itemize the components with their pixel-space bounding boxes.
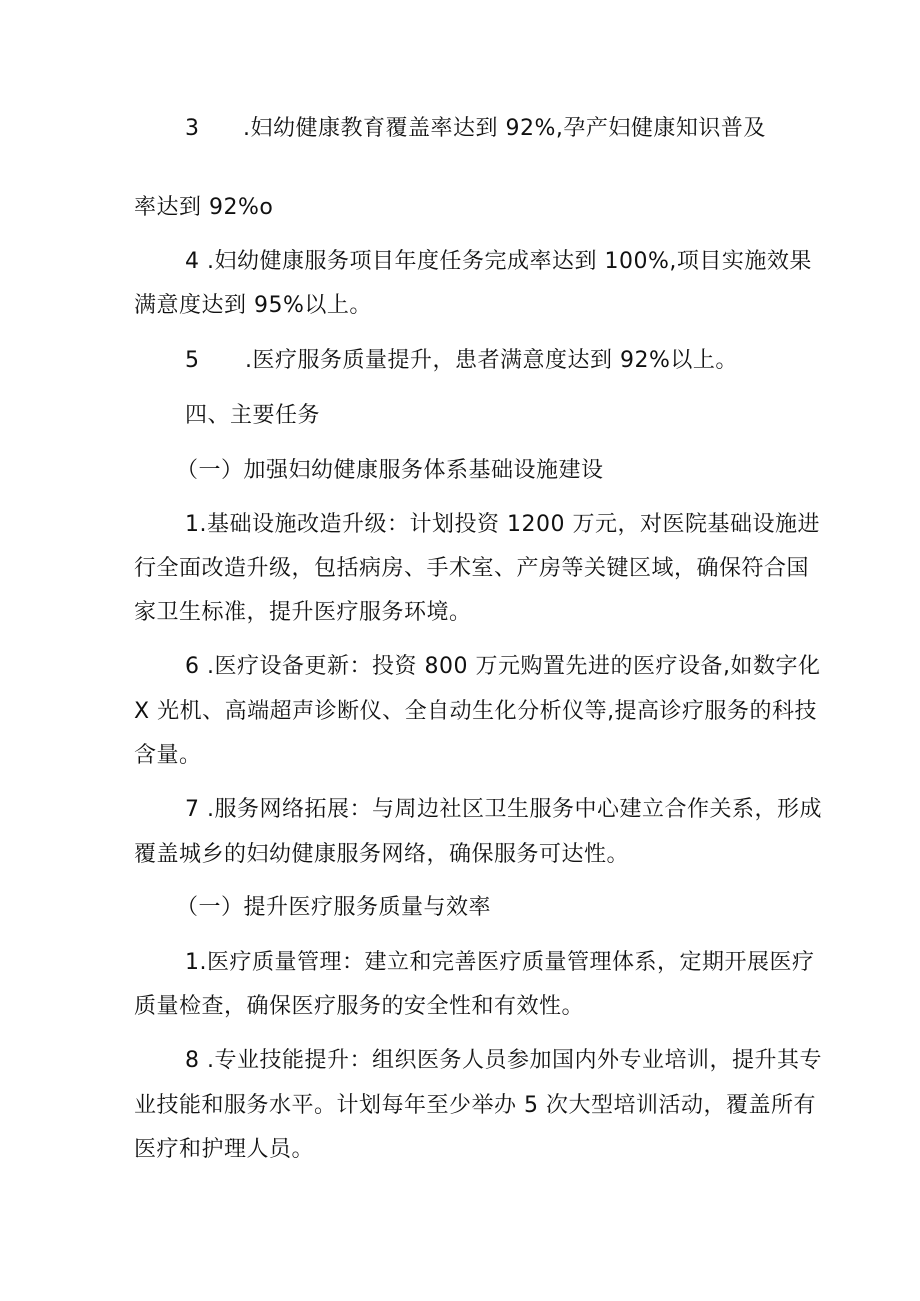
text-line: X 光机、高端超声诊断仪、全自动生化分析仪等,提高诊疗服务的科技: [134, 699, 818, 724]
section-heading: 四、主要任务: [185, 403, 321, 428]
text-line: 率达到 92%o: [134, 195, 274, 220]
text-line: [185, 114, 766, 144]
text-line: 业技能和服务水平。计划每年至少举办 5 次大型培训活动，覆盖所有: [134, 1093, 816, 1118]
text-line: 家卫生标准，提升医疗服务环境。: [134, 600, 472, 625]
subsection-heading: （一）加强妇幼健康服务体系基础设施建设: [176, 458, 604, 483]
text-line: 4 .妇幼健康服务项目年度任务完成率达到 100%,项目实施效果: [185, 249, 812, 274]
list-number: 5: [185, 348, 200, 373]
text-line: 1.医疗质量管理：建立和完善医疗质量管理体系，定期开展医疗: [185, 950, 815, 975]
text-line: 覆盖城乡的妇幼健康服务网络，确保服务可达性。: [134, 842, 630, 867]
text-line: 满意度达到 95%以上。: [134, 293, 372, 318]
line-text: .医疗服务质量提升，患者满意度达到 92%以上。: [245, 348, 738, 373]
text-line: [185, 346, 738, 376]
text-line: 7 .服务网络拓展：与周边社区卫生服务中心建立合作关系，形成: [185, 797, 822, 822]
text-line: 8 .专业技能提升：组织医务人员参加国内外专业培训，提升其专: [185, 1048, 822, 1073]
text-line: 1.基础设施改造升级：计划投资 1200 万元，对医院基础设施进: [185, 512, 820, 537]
text-line: 医疗和护理人员。: [134, 1137, 315, 1162]
text-line: 含量。: [134, 743, 202, 768]
list-number: 3: [185, 116, 200, 141]
text-line: 行全面改造升级，包括病房、手术室、产房等关键区域，确保符合国: [134, 556, 810, 581]
text-line: 质量检查，确保医疗服务的安全性和有效性。: [134, 994, 585, 1019]
line-text: .妇幼健康教育覆盖率达到 92%,孕产妇健康知识普及: [243, 116, 766, 141]
subsection-heading: （一）提升医疗服务质量与效率: [176, 895, 492, 920]
text-line: 6 .医疗设备更新：投资 800 万元购置先进的医疗设备,如数字化: [185, 654, 821, 679]
